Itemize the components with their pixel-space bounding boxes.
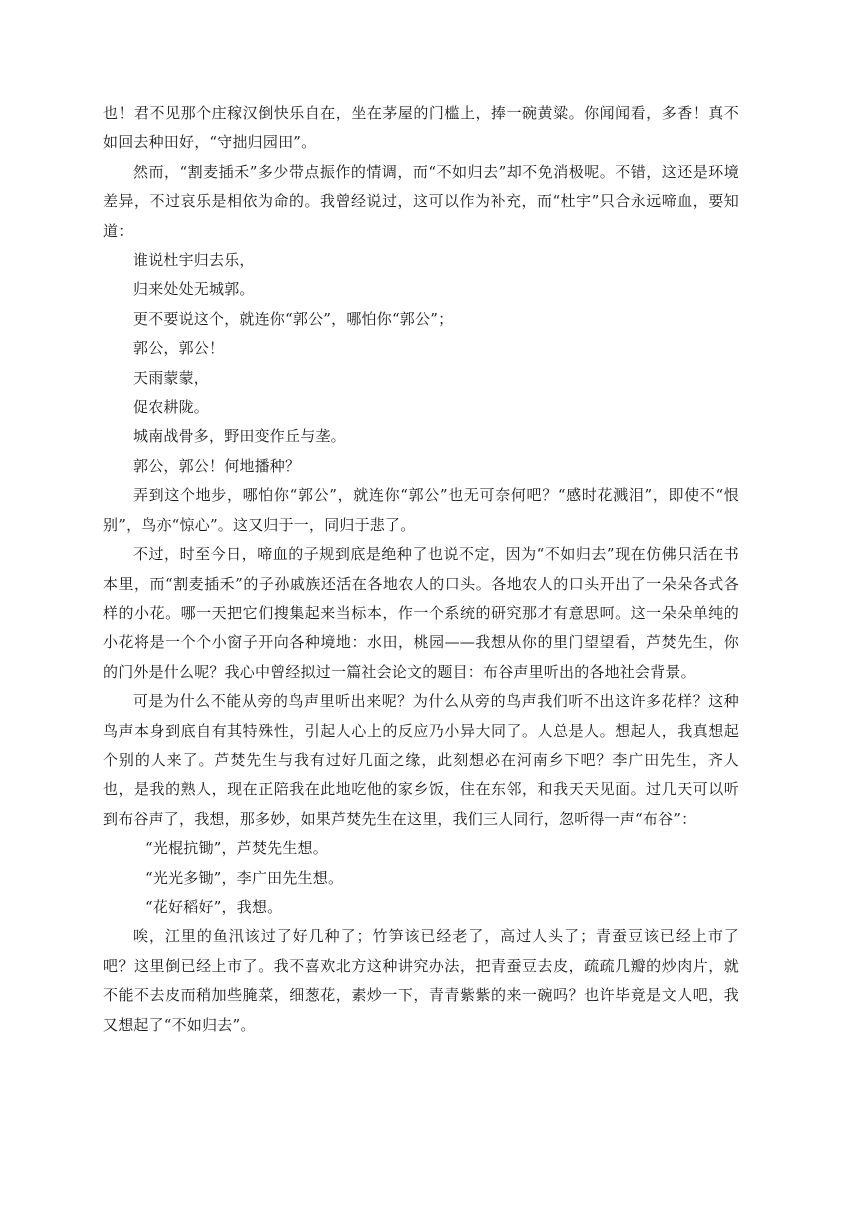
paragraph: 唉，江里的鱼汛该过了好几种了；竹笋该已经老了，高过人头了；青蚕豆该已经上市了吧？这里倒已经上市了。我不喜欢北方这种讲究办法，把青蚕豆去皮，疏疏几瓣的炒肉片，就不能不去皮而稍加些腌菜，细葱花，素炒一下，青青紫紫的来一碗吗？也许毕竟是文人吧，我又想起了“不如归去”。 (103, 927, 739, 1034)
paragraph: 可是为什么不能从旁的鸟声里听出来呢？为什么从旁的鸟声我们听不出这许多花样？这种鸟声本身到底自有其特殊性，引起人心上的反应乃小异大同了。人总是人。想起人，我真想起个别的人来了。芦焚先生与我有过好几面之缘，此刻想必在河南乡下吧？李广田先生，齐人也，是我的熟人，现在正陪我在此地吃他的家乡饭，住在东邻，和我天天见面。过几天可以听到布谷声了，我想，那多妙，如果芦焚先生在这里，我们三人同行，忽听得一声“布谷”： (103, 692, 739, 828)
verse-line: 天雨蒙蒙， (133, 368, 210, 387)
paragraph: 然而，“割麦插禾”多少带点振作的情调，而“不如归去”却不免消极呢。不错，这还是环境差异，不过哀乐是相依为命的。我曾经说过，这可以作为补充，而“杜宇”只合永远啼血，要知道： (103, 162, 739, 240)
paragraph: 弄到这个地步，哪怕你“郭公”，就连你“郭公”也无可奈何吧？“感时花溅泪”，即使不“恨别”，鸟亦“惊心”。这又归于一，同归于悲了。 (103, 486, 739, 534)
quote-line: “光光多锄”，李广田先生想。 (145, 868, 344, 887)
verse-line: 谁说杜宇归去乐， (133, 251, 255, 270)
paragraph: 不过，时至今日，啼血的子规到底是绝种了也说不定，因为“不如归去”现在仿佛只活在书本里，而“割麦插禾”的子孙戚族还活在各地农人的口头。各地农人的口头开出了一朵朵各式各样的小花。哪一天把它们搜集起来当标本，作一个系统的研究那才有意思呵。这一朵朵单纯的小花将是一个个小窗子开向各种境地：水田，桃园——我想从你的里门望望看，芦焚先生，你的门外是什么呢？我心中曾经拟过一篇社会论文的题目：布谷声里听出的各地社会背景。 (103, 545, 739, 681)
verse-line: 促农耕陇。 (133, 398, 210, 417)
verse-line: 郭公，郭公！何地播种？ (133, 456, 301, 475)
verse-line: 城南战骨多，野田变作丘与垄。 (133, 427, 346, 446)
body-text (103, 99, 739, 1040)
quote-line: “光棍抗锄”，芦焚先生想。 (145, 839, 328, 858)
verse-line: 归来处处无城郭。 (133, 280, 255, 299)
quote-line: “花好稻好”，我想。 (145, 897, 283, 916)
paragraph-continuation: 也！君不见那个庄稼汉倒快乐自在，坐在茅屋的门槛上，捧一碗黄粱。你闻闻看，多香！真不如回去种田好，“守拙归园田”。 (103, 104, 739, 152)
verse-line: 更不要说这个，就连你“郭公”，哪怕你“郭公”； (133, 309, 454, 328)
verse-line: 郭公，郭公！ (133, 339, 225, 358)
